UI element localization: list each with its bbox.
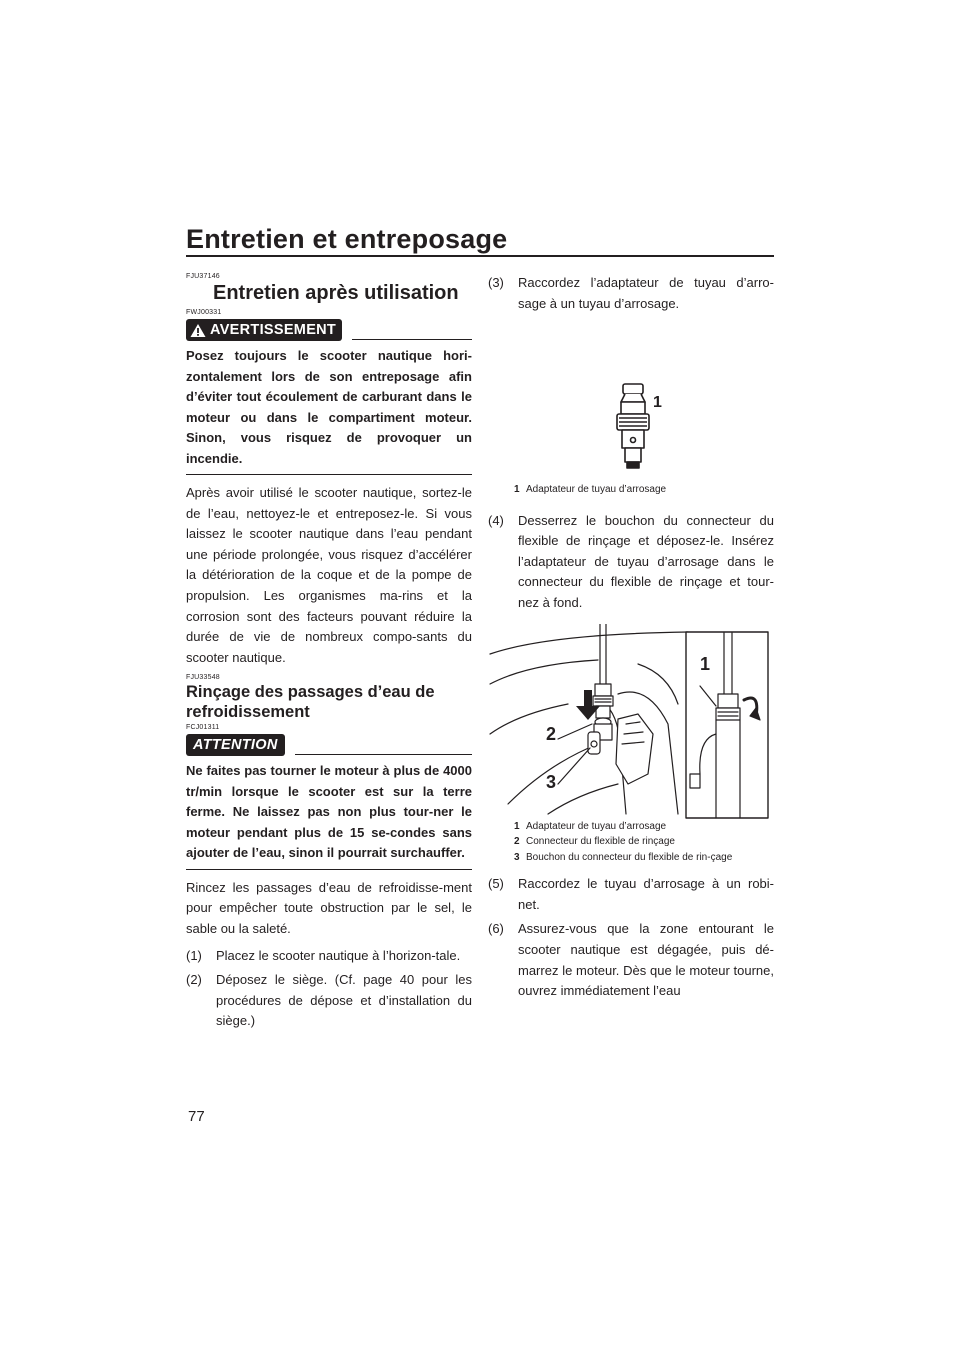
page-number: 77: [188, 1108, 205, 1125]
warning-header: [186, 319, 472, 341]
attention-label: ATTENTION: [193, 737, 278, 754]
caption-1: [514, 821, 774, 834]
hose-adapter-illustration: [488, 314, 774, 484]
header-rule: [186, 255, 774, 257]
caption-number: 1: [514, 484, 520, 496]
caption-text: Connecteur du flexible de rinçage: [526, 836, 675, 848]
section-code: FJU37146: [186, 273, 220, 280]
callout-2: 2: [546, 723, 557, 744]
warning-triangle-icon: [190, 323, 206, 338]
step-text: Raccordez l’adaptateur de tuyau d’arro-sage à un tuyau d’arrosage.: [518, 275, 774, 311]
attention-text: Ne faites pas tourner le moteur à plus de 4000 tr/min lorsque le scooter est sur la terre ferme. Ne laissez pas non plus tour-ner le moteur pendant plus de 15 se-condes sans ajouter de l’eau, sinon il pourrait surchauffer.: [186, 761, 472, 870]
step-4: [488, 511, 774, 614]
step-text: Déposez le siège. (Cf. page 40 pour les procédures de dépose et d’installation du siège.): [216, 972, 472, 1029]
step-text: Raccordez le tuyau d’arrosage à un robi-net.: [518, 876, 774, 912]
flush-connector-illustration: [488, 624, 774, 819]
section-title: Entretien après utilisation: [213, 282, 459, 304]
caption-list: [514, 821, 774, 865]
callout-3: 3: [546, 771, 557, 792]
step-number: (6): [488, 921, 504, 937]
warning-badge: [186, 319, 342, 341]
step-6: [488, 919, 774, 1001]
figure-hose-adapter: [488, 314, 774, 484]
callout-1: 1: [700, 653, 711, 674]
subsection-code: FJU33548: [186, 674, 220, 682]
caption-number: 3: [514, 851, 520, 863]
step-number: (2): [186, 972, 202, 988]
caption-number: 1: [514, 820, 520, 832]
attention-badge: [186, 734, 285, 756]
figure-flush-connector: [488, 624, 774, 819]
warning-text: Posez toujours le scooter nautique hori-zontalement lors de son entreposage afin d’éviter tout écoulement de carburant dans le moteur ou dans le compartiment moteur. Sinon, vous risquez de provoquer un incendie.: [186, 346, 472, 475]
right-column: [488, 273, 774, 1002]
warning-rule: [352, 339, 472, 341]
step-text: Placez le scooter nautique à l’horizon-tale.: [216, 947, 461, 963]
step-text: Desserrez le bouchon du connecteur du flexible de rinçage et déposez-le. Insérez l’adaptateur de tuyau d’arrosage dans le connecteur du flexible de rinçage et tour-nez à fond.: [518, 512, 774, 611]
attention-rule: [295, 754, 472, 756]
caption-text: Adaptateur de tuyau d’arrosage: [526, 484, 667, 496]
attention-code: FCJ01311: [186, 724, 220, 732]
subsection-title: Rinçage des passages d’eau de refroidissement: [186, 683, 435, 722]
left-column: [186, 273, 472, 1032]
step-number: (4): [488, 512, 504, 528]
step-5: [488, 874, 774, 915]
step-number: (5): [488, 876, 504, 892]
step-text: Assurez-vous que la zone entourant le scooter nautique est dégagée, puis dé-marrez le moteur. Dès que le moteur tourne, ouvrez immédiatement l’eau: [518, 921, 774, 999]
callout-1: 1: [653, 394, 662, 412]
caption-3: [514, 852, 774, 865]
warning-code: FWJ00331: [186, 309, 222, 316]
caption-text: Bouchon du connecteur du flexible de rin-çage: [526, 851, 733, 863]
warning-label: AVERTISSEMENT: [210, 322, 337, 338]
rinse-intro: Rincez les passages d’eau de refroidisse-ment pour empêcher toute obstruction par le sel, le sable ou la saleté.: [186, 879, 472, 937]
attention-header: [186, 734, 472, 756]
caption-number: 2: [514, 836, 520, 848]
caption-1: [514, 484, 774, 497]
step-3: [488, 273, 774, 314]
step-1: [186, 946, 472, 967]
intro-paragraph: Après avoir utilisé le scooter nautique, sortez-le de l’eau, nettoyez-le et entreposez-le. Si vous laissez le scooter nautique dans l’eau pendant une période prolongée, vous risquez d’accélérer la détérioration de la coque et de la pompe de propulsion. Les organismes ma-rins et la corrosion sont des facteurs pouvant réduire la durée de vie de nombreux compo-sants du scooter nautique.: [186, 485, 472, 665]
step-2: [186, 970, 472, 1032]
caption-text: Adaptateur de tuyau d’arrosage: [526, 820, 667, 832]
step-number: (3): [488, 275, 504, 290]
page-title: Entretien et entreposage: [186, 224, 508, 254]
step-number: (1): [186, 947, 202, 963]
caption-2: [514, 836, 774, 849]
